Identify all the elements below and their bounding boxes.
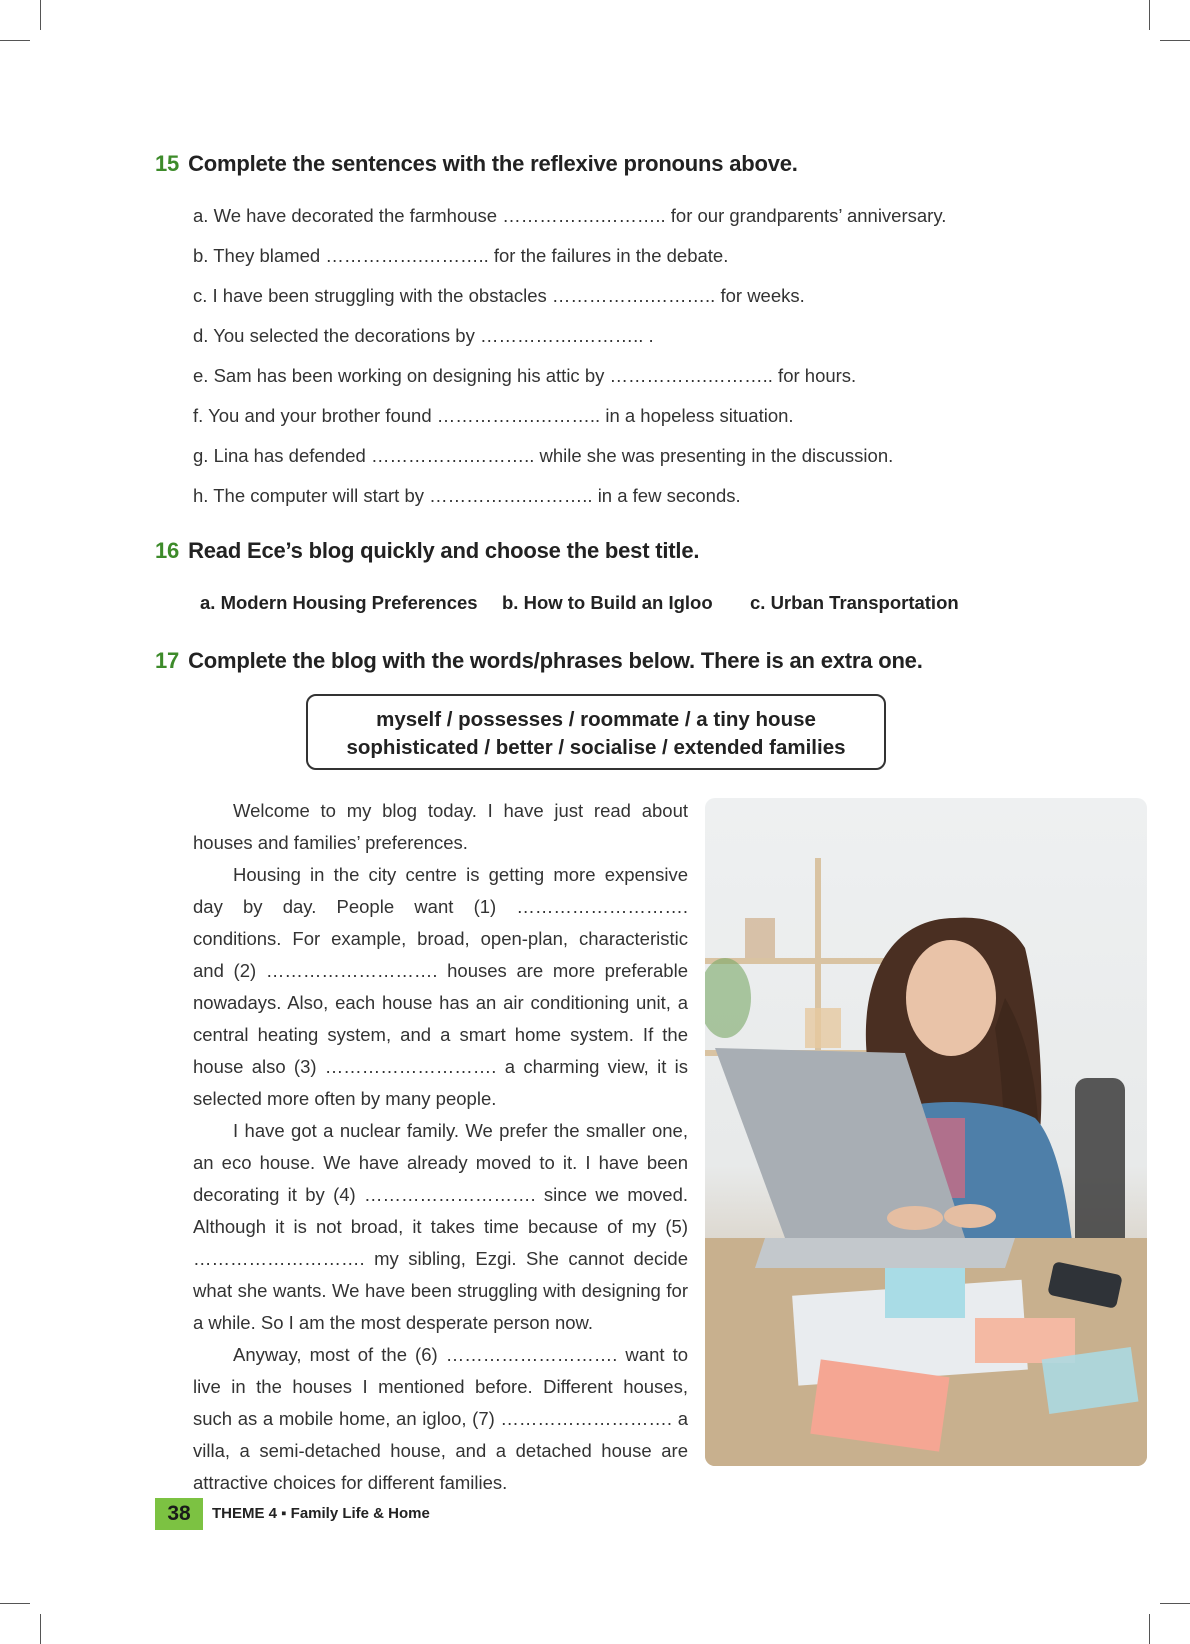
crop-mark (0, 1603, 30, 1604)
word-box (306, 694, 886, 770)
page-number: 38 (155, 1498, 203, 1530)
crop-mark (40, 1614, 41, 1644)
crop-mark (0, 40, 30, 41)
word-box-line: sophisticated / better / socialise / extended families (346, 736, 846, 759)
word-box-line: myself / possesses / roommate / a tiny house (376, 708, 816, 731)
sentence-item: a. We have decorated the farmhouse …………….……….. for our grandparents’ anniversary. (193, 205, 947, 226)
exercise-number: 17 (155, 648, 180, 673)
exercise-instruction: Read Ece’s blog quickly and choose the best title. (188, 538, 700, 563)
sentence-item: f. You and your brother found …………….……….. in a hopeless situation. (193, 405, 794, 426)
blog-text (193, 795, 688, 1499)
crop-mark (1149, 1614, 1150, 1644)
exercise-instruction: Complete the blog with the words/phrases below. There is an extra one. (188, 648, 923, 673)
crop-mark (40, 0, 41, 30)
blog-paragraph: Housing in the city centre is getting more expensive day by day. People want (1) ………………………. conditions. For example, broad, open-plan, characteristic and (2) ………………………. houses are more preferable nowadays. Also, each house has an air conditioning unit, a central heating system, and a smart home system. If the house also (3) ………………………. a charming view, it is selected more often by many people. (193, 864, 688, 1109)
exercise-15-items (193, 200, 946, 520)
exercise-16-heading (155, 538, 699, 564)
photo-girl-laptop (705, 798, 1147, 1466)
exercise-number: 15 (155, 151, 180, 176)
sentence-item: h. The computer will start by …………….……….. in a few seconds. (193, 485, 741, 506)
blog-paragraph: Welcome to my blog today. I have just read about houses and families’ preferences. (193, 800, 688, 853)
exercise-instruction: Complete the sentences with the reflexive pronouns above. (188, 151, 798, 176)
blog-paragraph: I have got a nuclear family. We prefer the smaller one, an eco house. We have already moved to it. I have been decorating it by (4) ………………………. since we moved. Although it is not broad, it takes time because of my (5) ………………………. my sibling, Ezgi. She cannot decide what she wants. We have been struggling with designing for a while. So I am the most desperate person now. (193, 1120, 688, 1333)
exercise-15-heading (155, 151, 798, 177)
title-option-b: b. How to Build an Igloo (502, 592, 713, 613)
sentence-item: c. I have been struggling with the obstacles …………….……….. for weeks. (193, 285, 805, 306)
sentence-item: g. Lina has defended …………….……….. while she was presenting in the discussion. (193, 445, 894, 466)
sentence-item: b. They blamed …………….……….. for the failures in the debate. (193, 245, 729, 266)
title-option-c: c. Urban Transportation (750, 592, 959, 613)
blog-paragraph: Anyway, most of the (6) ………………………. want to live in the houses I mentioned before. Different houses, such as a mobile home, an igloo, (7) ………………………. a villa, a semi-detached house, and a detached house are attractive choices for different families. (193, 1344, 688, 1493)
exercise-number: 16 (155, 538, 180, 563)
crop-mark (1160, 40, 1190, 41)
sentence-item: d. You selected the decorations by …………….……….. . (193, 325, 654, 346)
crop-mark (1160, 1603, 1190, 1604)
sentence-item: e. Sam has been working on designing his attic by …………….……….. for hours. (193, 365, 857, 386)
theme-label: THEME 4 ▪ Family Life & Home (212, 1505, 430, 1522)
title-option-a: a. Modern Housing Preferences (200, 592, 478, 613)
girl-laptop-illustration (705, 798, 1147, 1466)
crop-mark (1149, 0, 1150, 30)
exercise-17-heading (155, 648, 923, 674)
